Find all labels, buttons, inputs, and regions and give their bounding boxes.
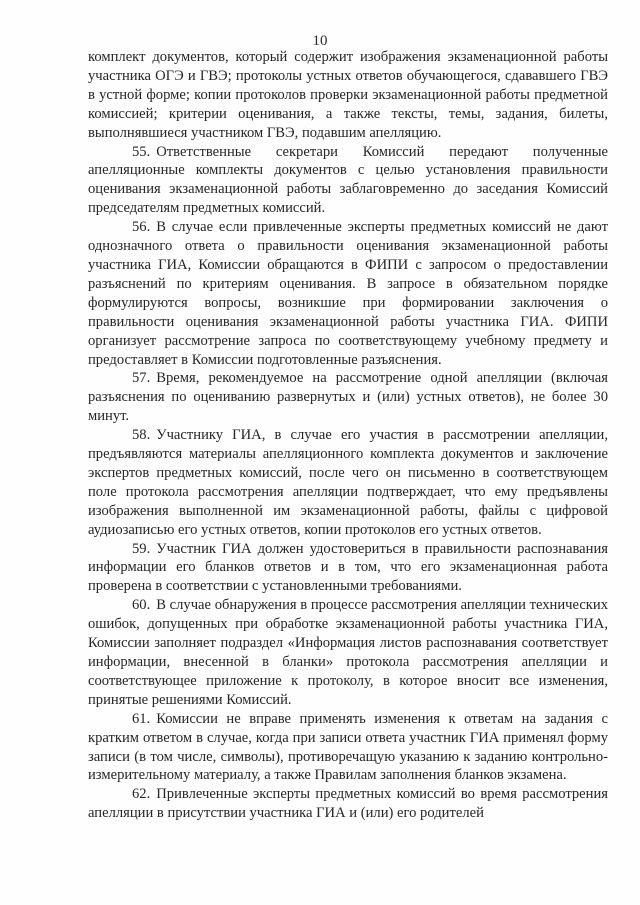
- paragraph-number: 61.: [132, 710, 151, 727]
- paragraph-number: 57.: [132, 370, 151, 387]
- paragraph-text: Ответственные секретари Комиссий передают полученные апелляционные комплекты документов с целью установления правильности оценивания экзаменационной работы заблаговременно до заседания Комиссий председателям предметных комиссий.: [88, 143, 608, 217]
- paragraph-61: [88, 710, 608, 786]
- paragraph-text: В случае обнаружения в процессе рассмотрения апелляции технических ошибок, допущенных при обработке экзаменационной работы участника ГИА, Комиссии заполняет подраздел «Информация листов распознавания соответствует информации, внесенной в бланки» протокола рассмотрения апелляции и соответствующее приложение к протоколу, в которое вносит все изменения, принятые решениями Комиссий.: [88, 597, 608, 708]
- paragraph-number: 55.: [132, 143, 151, 160]
- paragraph-text: Привлеченные эксперты предметных комиссий во время рассмотрения апелляции в присутствии участника ГИА и (или) его родителей: [88, 786, 608, 822]
- paragraph-number: 59.: [132, 540, 151, 557]
- paragraph-number: 60.: [132, 597, 151, 614]
- paragraph-text: В случае если привлеченные эксперты предметных комиссий не дают однозначного ответа о правильности оценивания экзаменационной работы участника ГИА, Комиссии обращаются в ФИПИ с запросом о предоставлении разъяснений по критериям оценивания. В запросе в обязательном порядке формулируются вопросы, возникшие при формировании заключения о правильности оценивания экзаменационной работы участника ГИА. ФИПИ организует рассмотрение запроса по соответствующему учебному предмету и предоставляет в Комиссии подготовленные разъяснения.: [88, 219, 608, 368]
- paragraph-text: Комиссии не вправе применять изменения к ответам на задания с кратким ответом в случае, когда при записи ответа участник ГИА применял форму записи (в том числе, символы), противоречащую указанию к заданию контрольно-измерительному материалу, а также Правилам заполнения бланков экзамена.: [88, 710, 608, 784]
- page-number: 10: [312, 33, 328, 49]
- paragraph-57: [88, 369, 608, 426]
- paragraph-55: [88, 143, 608, 219]
- paragraph-text: Участник ГИА должен удостовериться в правильности распознавания информации его бланков ответов и в том, что его экзаменационная работа проверена в соответствии с установленными требованиями.: [88, 540, 608, 595]
- paragraph-54-continuation: [88, 48, 608, 143]
- paragraph-text: комплект документов, который содержит изображения экзаменационной работы участника ОГЭ и ГВЭ; протоколы устных ответов обучающегося, сдававшего ГВЭ в устной форме; копии протоколов проверки экзаменационной работы предметной комиссией; критерии оценивания, а также тексты, темы, задания, билеты, выполнявшиеся участником ГВЭ, подавшим апелляцию.: [88, 49, 608, 141]
- paragraph-number: 56.: [132, 219, 151, 236]
- paragraph-text: Время, рекомендуемое на рассмотрение одной апелляции (включая разъяснения по оцениванию развернутых и (или) устных ответов), не более 30 минут.: [88, 370, 608, 425]
- paragraph-62: [88, 785, 608, 823]
- paragraph-58: [88, 426, 608, 539]
- document-body: [88, 48, 608, 823]
- paragraph-59: [88, 540, 608, 597]
- paragraph-number: 62.: [132, 786, 151, 803]
- paragraph-56: [88, 218, 608, 369]
- paragraph-text: Участнику ГИА, в случае его участия в рассмотрении апелляции, предъявляются материалы апелляционного комплекта документов и заключение экспертов предметных комиссий, после чего он письменно в соответствующем поле протокола рассмотрения апелляции подтверждает, что ему предъявлены изображения выполненной им экзаменационной работы, файлы с цифровой аудиозаписью его устных ответов, копии протоколов его устных ответов.: [88, 427, 608, 538]
- paragraph-60: [88, 596, 608, 709]
- paragraph-number: 58.: [132, 427, 151, 444]
